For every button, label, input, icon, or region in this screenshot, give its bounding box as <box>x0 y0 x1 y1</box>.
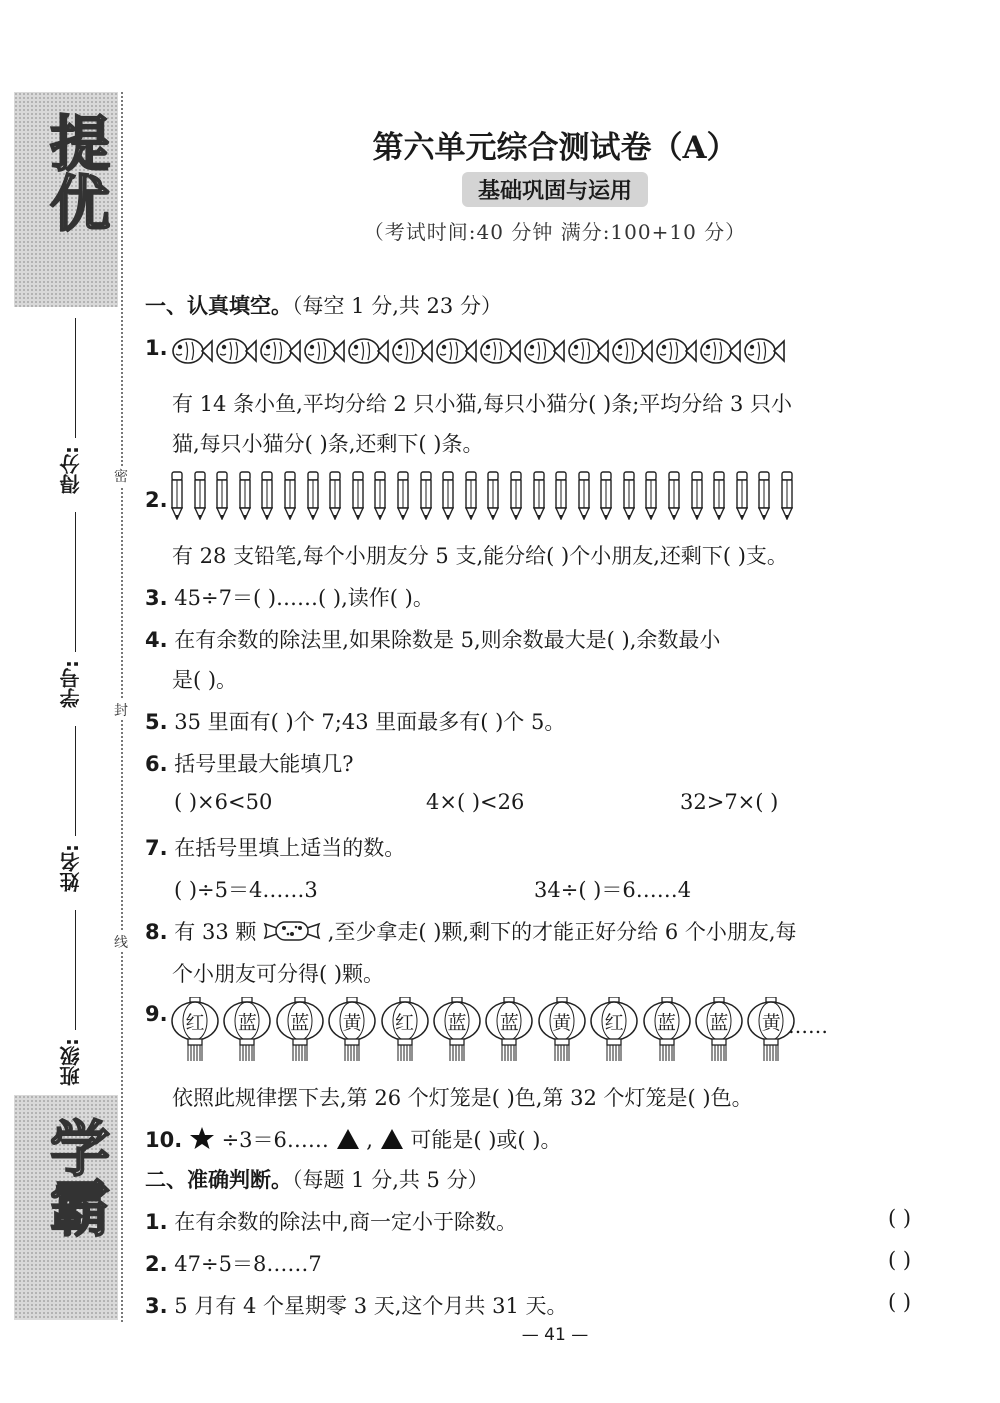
lantern-label: 蓝 <box>447 1012 467 1034</box>
q7-number: 7. <box>145 836 168 860</box>
pencil-icon <box>577 470 591 520</box>
fish-icon <box>170 334 213 368</box>
score-label: 得分: <box>59 446 83 494</box>
pencil-icon <box>735 470 749 520</box>
fish-icon <box>610 334 653 368</box>
name-underline <box>75 726 76 836</box>
q6-number: 6. <box>145 752 168 776</box>
id-label: 学号: <box>59 660 83 708</box>
q5-text: 35 里面有( )个 7;43 里面最多有( )个 5。 <box>174 710 566 734</box>
lantern-icon <box>432 997 482 1063</box>
pencil-icon <box>667 470 681 520</box>
pencil-icon <box>419 470 433 520</box>
lantern-icon <box>380 997 430 1063</box>
q7-text: 在括号里填上适当的数。 <box>174 836 406 860</box>
judge-item <box>145 1206 517 1236</box>
q3 <box>145 582 434 612</box>
pencil-icon <box>532 470 546 520</box>
q1-number: 1. <box>145 336 168 360</box>
pencil-icon <box>509 470 523 520</box>
q6-b: 4×( )<26 <box>426 790 525 814</box>
lantern-icon <box>694 997 744 1063</box>
fish-icon <box>390 334 433 368</box>
pencil-icon <box>644 470 658 520</box>
q3-text: 45÷7＝( )……( ),读作( )。 <box>174 586 434 610</box>
pencil-icon <box>690 470 704 520</box>
q10 <box>145 1124 561 1154</box>
judge-number: 2. <box>145 1252 168 1276</box>
fish-icon <box>654 334 697 368</box>
candy-icon <box>263 918 321 944</box>
q8-line2: 个小朋友可分得( )颗。 <box>172 962 385 986</box>
pencil-icon <box>486 470 500 520</box>
q6 <box>145 748 354 778</box>
pencil-icon <box>599 470 613 520</box>
judge-number: 3. <box>145 1294 168 1318</box>
lantern-icon <box>642 997 692 1063</box>
q10-tail: 可能是( )或( )。 <box>410 1128 562 1152</box>
lantern-icon <box>537 997 587 1063</box>
class-underline <box>75 910 76 1030</box>
judge-answer-box: ( ) <box>888 1206 912 1230</box>
q10-mid: ÷3＝6…… <box>221 1128 329 1152</box>
pencil-icon <box>396 470 410 520</box>
pencil-icon <box>554 470 568 520</box>
q3-number: 3. <box>145 586 168 610</box>
q8-number: 8. <box>145 920 168 944</box>
fish-icon <box>478 334 521 368</box>
pencil-icon <box>373 470 387 520</box>
pencil-icon <box>757 470 771 520</box>
fish-icon <box>566 334 609 368</box>
q2-number: 2. <box>145 488 168 512</box>
pencil-picture-row <box>170 470 794 520</box>
pencil-icon <box>283 470 297 520</box>
seal-char-xian: 线 <box>110 932 132 952</box>
lantern-label: 红 <box>395 1012 415 1034</box>
q5-number: 5. <box>145 710 168 734</box>
q6-a: ( )×6<50 <box>174 790 273 814</box>
lantern-label: 黄 <box>342 1012 362 1034</box>
pencil-icon <box>464 470 478 520</box>
fish-icon <box>698 334 741 368</box>
page-title: 第六单元综合测试卷（A） <box>372 130 738 166</box>
pencil-icon <box>351 470 365 520</box>
bottom-band <box>14 1095 118 1320</box>
lantern-icon <box>222 997 272 1063</box>
pencil-icon <box>193 470 207 520</box>
class-label: 班级: <box>59 1038 83 1086</box>
lantern-label: 蓝 <box>499 1012 519 1034</box>
q6-text: 括号里最大能填几? <box>174 752 354 776</box>
q1-line1: 有 14 条小鱼,平均分给 2 只小猫,每只小猫分( )条;平均分给 3 只小 <box>172 392 792 416</box>
q4-line2: 是( )。 <box>172 668 238 692</box>
q1-line2: 猫,每只小猫分( )条,还剩下( )条。 <box>172 432 484 456</box>
pencil-icon <box>215 470 229 520</box>
lantern-label: 黄 <box>552 1012 572 1034</box>
fish-icon <box>302 334 345 368</box>
pencil-icon <box>622 470 636 520</box>
pencil-icon <box>238 470 252 520</box>
q2-line1: 有 28 支铅笔,每个小朋友分 5 支,能分给( )个小朋友,还剩下( )支。 <box>172 544 788 568</box>
lantern-icon <box>484 997 534 1063</box>
band-top-text: 提优 <box>40 112 110 232</box>
triangle-icon <box>380 1128 404 1150</box>
judge-item <box>145 1290 568 1320</box>
lantern-label: 蓝 <box>290 1012 310 1034</box>
q5 <box>145 706 565 736</box>
lantern-label: 蓝 <box>709 1012 729 1034</box>
q10-post: , <box>366 1128 380 1152</box>
section2-score-note: （每题 1 分,共 5 分） <box>292 1168 489 1192</box>
q10-number: 10. <box>145 1128 183 1152</box>
pencil-icon <box>328 470 342 520</box>
triangle-icon <box>336 1128 360 1150</box>
pencil-icon <box>260 470 274 520</box>
pencil-icon <box>306 470 320 520</box>
lantern-label: 红 <box>185 1012 205 1034</box>
exam-meta: （考试时间:40 分钟 满分:100+10 分） <box>363 220 747 244</box>
section1-score-note: （每空 1 分,共 23 分） <box>292 294 502 318</box>
section1-title <box>145 290 502 320</box>
lantern-picture-row <box>170 997 796 1063</box>
section2-title <box>145 1164 489 1194</box>
judge-answer-box: ( ) <box>888 1248 912 1272</box>
pencil-icon <box>441 470 455 520</box>
lantern-label: 红 <box>604 1012 624 1034</box>
section1-heading: 一、认真填空。 <box>145 293 292 318</box>
q7-b: 34÷( )＝6……4 <box>534 878 692 902</box>
fish-icon <box>522 334 565 368</box>
q4-line1: 在有余数的除法里,如果除数是 5,则余数最大是( ),余数最小 <box>174 628 721 652</box>
lantern-icon <box>170 997 220 1063</box>
fish-picture-row <box>170 334 785 368</box>
pencil-icon <box>712 470 726 520</box>
pencil-icon <box>780 470 794 520</box>
band-bottom-text: 学霸 <box>40 1117 110 1237</box>
lantern-icon <box>327 997 377 1063</box>
q4-number: 4. <box>145 628 168 652</box>
page-subtitle: 基础巩固与运用 <box>462 172 648 207</box>
star-icon <box>189 1126 215 1150</box>
q8-post: ,至少拿走( )颗,剩下的才能正好分给 6 个小朋友,每 <box>327 920 797 944</box>
id-underline <box>75 512 76 652</box>
fish-icon <box>346 334 389 368</box>
q7 <box>145 832 405 862</box>
fish-icon <box>742 334 785 368</box>
lantern-label: 黄 <box>761 1012 781 1034</box>
q6-c: 32>7×( ) <box>680 790 779 814</box>
fish-icon <box>258 334 301 368</box>
q9-number: 9. <box>145 1002 168 1026</box>
lantern-icon <box>275 997 325 1063</box>
judge-text: 47÷5＝8……7 <box>174 1252 322 1276</box>
q9-line1: 依照此规律摆下去,第 26 个灯笼是( )色,第 32 个灯笼是( )色。 <box>172 1086 753 1110</box>
lantern-label: 蓝 <box>657 1012 677 1034</box>
lantern-label: 蓝 <box>237 1012 257 1034</box>
seal-char-mi: 密 <box>110 466 132 486</box>
q8 <box>145 916 797 946</box>
fish-icon <box>214 334 257 368</box>
pencil-icon <box>170 470 184 520</box>
judge-item <box>145 1248 322 1278</box>
q8-pre: 有 33 颗 <box>174 920 257 944</box>
fish-icon <box>434 334 477 368</box>
lantern-icon <box>589 997 639 1063</box>
judge-number: 1. <box>145 1210 168 1234</box>
q9-ellipsis: …… <box>788 1014 828 1038</box>
section2-heading: 二、准确判断。 <box>145 1167 292 1192</box>
q7-a: ( )÷5＝4……3 <box>174 878 318 902</box>
score-underline <box>75 318 76 438</box>
page-number: — 41 — <box>521 1325 589 1345</box>
judge-text: 在有余数的除法中,商一定小于除数。 <box>174 1210 517 1234</box>
seal-char-feng: 封 <box>110 700 132 720</box>
q4 <box>145 624 720 654</box>
judge-text: 5 月有 4 个星期零 3 天,这个月共 31 天。 <box>174 1294 568 1318</box>
judge-answer-box: ( ) <box>888 1290 912 1314</box>
name-label: 姓名: <box>59 844 83 892</box>
